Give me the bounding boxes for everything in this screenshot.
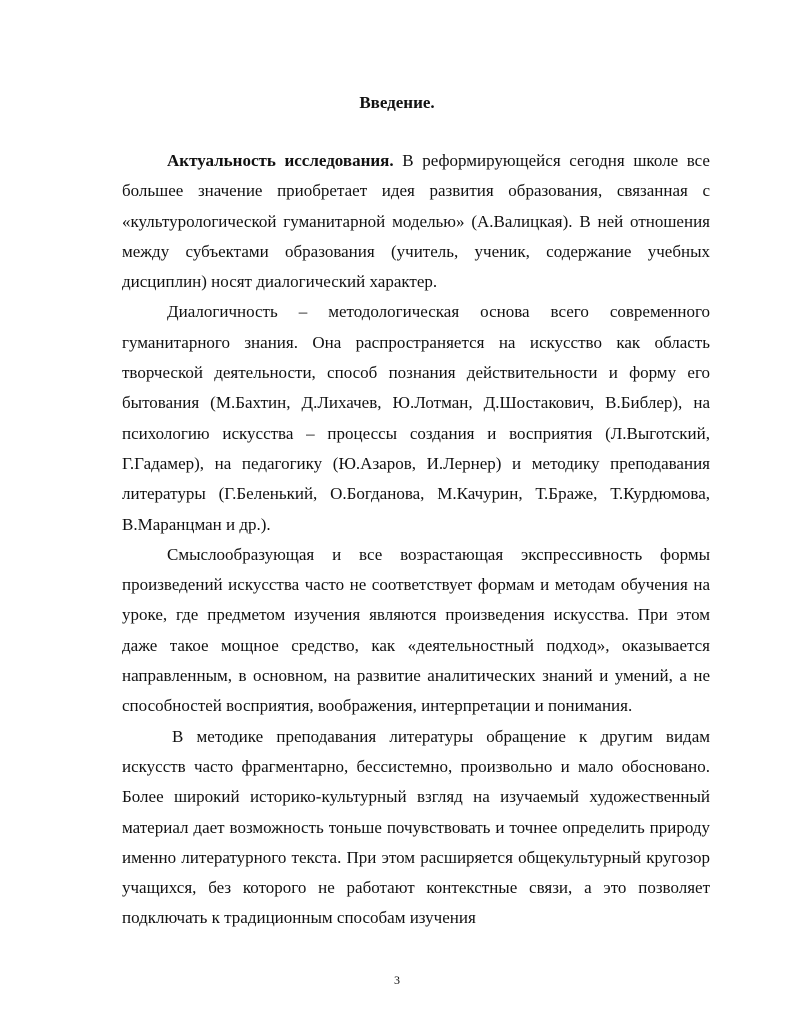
page-number: 3: [394, 973, 400, 987]
document-body: [122, 146, 710, 934]
section-heading: Введение.: [359, 93, 435, 112]
paragraph-methodology: В методике преподавания литературы обращение к другим видам искусств часто фрагментарно, бессистемно, произвольно и мало обосновано. Более широкий историко-культурный взгляд на изучаемый художественный материал дает возможность тоньше почувствовать и точнее определить природу именно литературного текста. При этом расширяется общекультурный кругозор учащихся, без которого не работают контекстные связи, а это позволяет подключать к традиционным способам изучения: [122, 726, 710, 928]
paragraph-dialogic: Диалогичность – методологическая основа всего современного гуманитарного знания. Она распространяется на искусство как область творческой деятельности, способ познания действительности и форму его бытования (М.Бахтин, Д.Лихачев, Ю.Лотман, Д.Шостакович, В.Библер), на психологию искусства – процессы создания и восприятия (Л.Выготский, Г.Гадамер), на педагогику (Ю.Азаров, И.Лернер) и методику преподавания литературы (Г.Беленький, О.Богданова, М.Качурин, Т.Браже, Т.Курдюмова, В.Маранцман и др.).: [122, 302, 710, 534]
paragraph-relevance: [122, 146, 710, 297]
paragraph-text: В реформирующейся сегодня школе все большее значение приобретает идея развития образования, связанная с «культурологической гуманитарной моделью» (А.Валицкая). В ней отношения между субъектами образования (учитель, ученик, содержание учебных дисциплин) носят диалогический характер.: [122, 151, 710, 292]
paragraph-expressiveness: Смыслообразующая и все возрастающая экспрессивность формы произведений искусства часто не соответствует формам и методам обучения на уроке, где предметом изучения являются произведения искусства. При этом даже такое мощное средство, как «деятельностный подход», оказывается направленным, в основном, на развитие аналитических знаний и умений, а не способностей восприятия, воображения, интерпретации и понимания.: [122, 544, 710, 716]
paragraph-lead-bold: Актуальность исследования.: [167, 151, 394, 170]
